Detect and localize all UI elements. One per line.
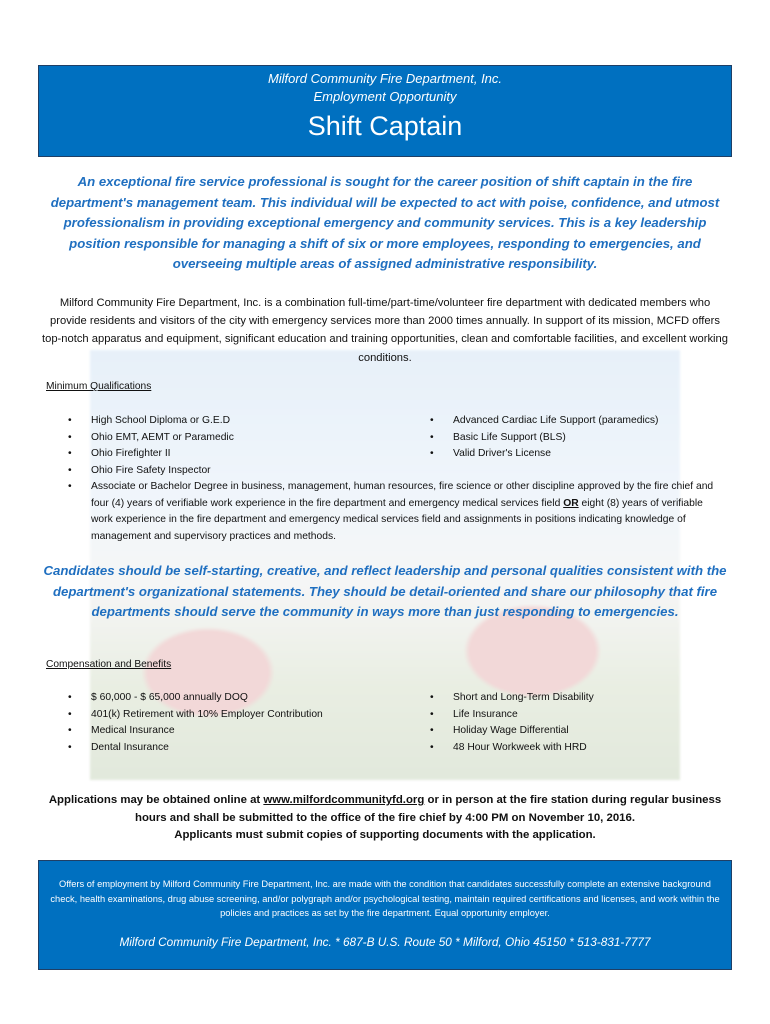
header-subtitle: Employment Opportunity bbox=[313, 89, 457, 104]
candidates-callout: Candidates should be self-starting, creative, and reflect leadership and personal qualities consistent with the department's organizational statements. They should be detail-oriented and share our philosophy that fire departments should serve the community in ways more than just responding to emergencies. bbox=[43, 563, 727, 619]
list-item: • Ohio Fire Safety Inspector bbox=[46, 463, 406, 480]
degree-requirement-b: eight (8) years of verifiable work experience in the fire department and emergency medical services field and assignments in positions indicating knowledge of management and supervisory practices and methods. bbox=[91, 497, 703, 542]
lead-paragraph: An exceptional fire service professional is sought for the career position of shift captain in the fire department's management team. This individual will be expected to act with poise, confidence, and utmost professionalism in providing exceptional emergency and community services. This is a key leadership position responsible for managing a shift of six or more employees, responding to emergencies, and overseeing multiple areas of assigned administrative responsibility. bbox=[50, 174, 720, 271]
department-address: Milford Community Fire Department, Inc. * 687-B U.S. Route 50 * Milford, Ohio 45150 * 513-831-7777 bbox=[119, 934, 651, 949]
compensation-list-right bbox=[408, 690, 728, 756]
website-link[interactable]: www.milfordcommunityfd.org bbox=[263, 794, 425, 806]
equal-opportunity-disclaimer: Offers of employment by Milford Community Fire Department, Inc. are made with the condition that candidates successfully complete an extensive background check, health examinations, drug abuse screening, and/or polygraph and/or psychological testing, maintain required certifications and licenses, and work within the policies and practices as set by the fire department. Equal opportunity employer. bbox=[50, 879, 720, 919]
list-item: • Life Insurance bbox=[408, 707, 728, 724]
list-item: • Medical Insurance bbox=[46, 723, 406, 740]
list-item: • Holiday Wage Differential bbox=[408, 723, 728, 740]
degree-requirement-a: Associate or Bachelor Degree in business, management, human resources, fire science or other discipline approved by the fire chief and four (4) years of verifiable work experience in the fire department and emergency medical services field bbox=[91, 481, 714, 509]
list-item: • Ohio Firefighter II bbox=[46, 446, 406, 463]
compensation-heading: Compensation and Benefits bbox=[46, 659, 172, 670]
page-title: Shift Captain bbox=[307, 111, 463, 141]
apply-text-pre: Applications may be obtained online at bbox=[48, 794, 264, 806]
qualifications-list-left bbox=[46, 413, 406, 479]
application-instructions bbox=[44, 792, 726, 845]
list-item: • Short and Long-Term Disability bbox=[408, 690, 728, 707]
list-item: • Valid Driver's License bbox=[408, 446, 728, 463]
list-item: • Basic Life Support (BLS) bbox=[408, 430, 728, 447]
list-item: • $ 60,000 - $ 65,000 annually DOQ bbox=[46, 690, 406, 707]
list-item: • Dental Insurance bbox=[46, 740, 406, 757]
qualifications-degree-list bbox=[46, 479, 726, 545]
header-banner bbox=[38, 65, 732, 157]
list-item bbox=[46, 479, 726, 545]
degree-or: OR bbox=[563, 497, 579, 509]
list-item: • Advanced Cardiac Life Support (paramedics) bbox=[408, 413, 728, 430]
org-name: Milford Community Fire Department, Inc. bbox=[267, 71, 503, 86]
qualifications-heading: Minimum Qualifications bbox=[46, 381, 152, 392]
qualifications-list-right bbox=[408, 413, 728, 463]
compensation-list-left bbox=[46, 690, 406, 756]
footer-banner bbox=[38, 860, 732, 970]
list-item: • 48 Hour Workweek with HRD bbox=[408, 740, 728, 757]
apply-documents-note: Applicants must submit copies of supporting documents with the application. bbox=[174, 829, 596, 841]
apply-text-post: or in person at the fire station during regular business hours and shall be submitted to the office of the fire chief by 4:00 PM on November 10, 2016. bbox=[134, 794, 722, 824]
list-item: • 401(k) Retirement with 10% Employer Contribution bbox=[46, 707, 406, 724]
intro-paragraph: Milford Community Fire Department, Inc. is a combination full-time/part-time/volunteer fire department with dedicated members who provide residents and visitors of the city with emergency services more than 2000 times annually. In support of its mission, MCFD offers top-notch apparatus and equipment, significant education and training opportunities, clean and comfortable facilities, and excellent working conditions. bbox=[42, 297, 728, 364]
list-item: • High School Diploma or G.E.D bbox=[46, 413, 406, 430]
list-item: • Ohio EMT, AEMT or Paramedic bbox=[46, 430, 406, 447]
